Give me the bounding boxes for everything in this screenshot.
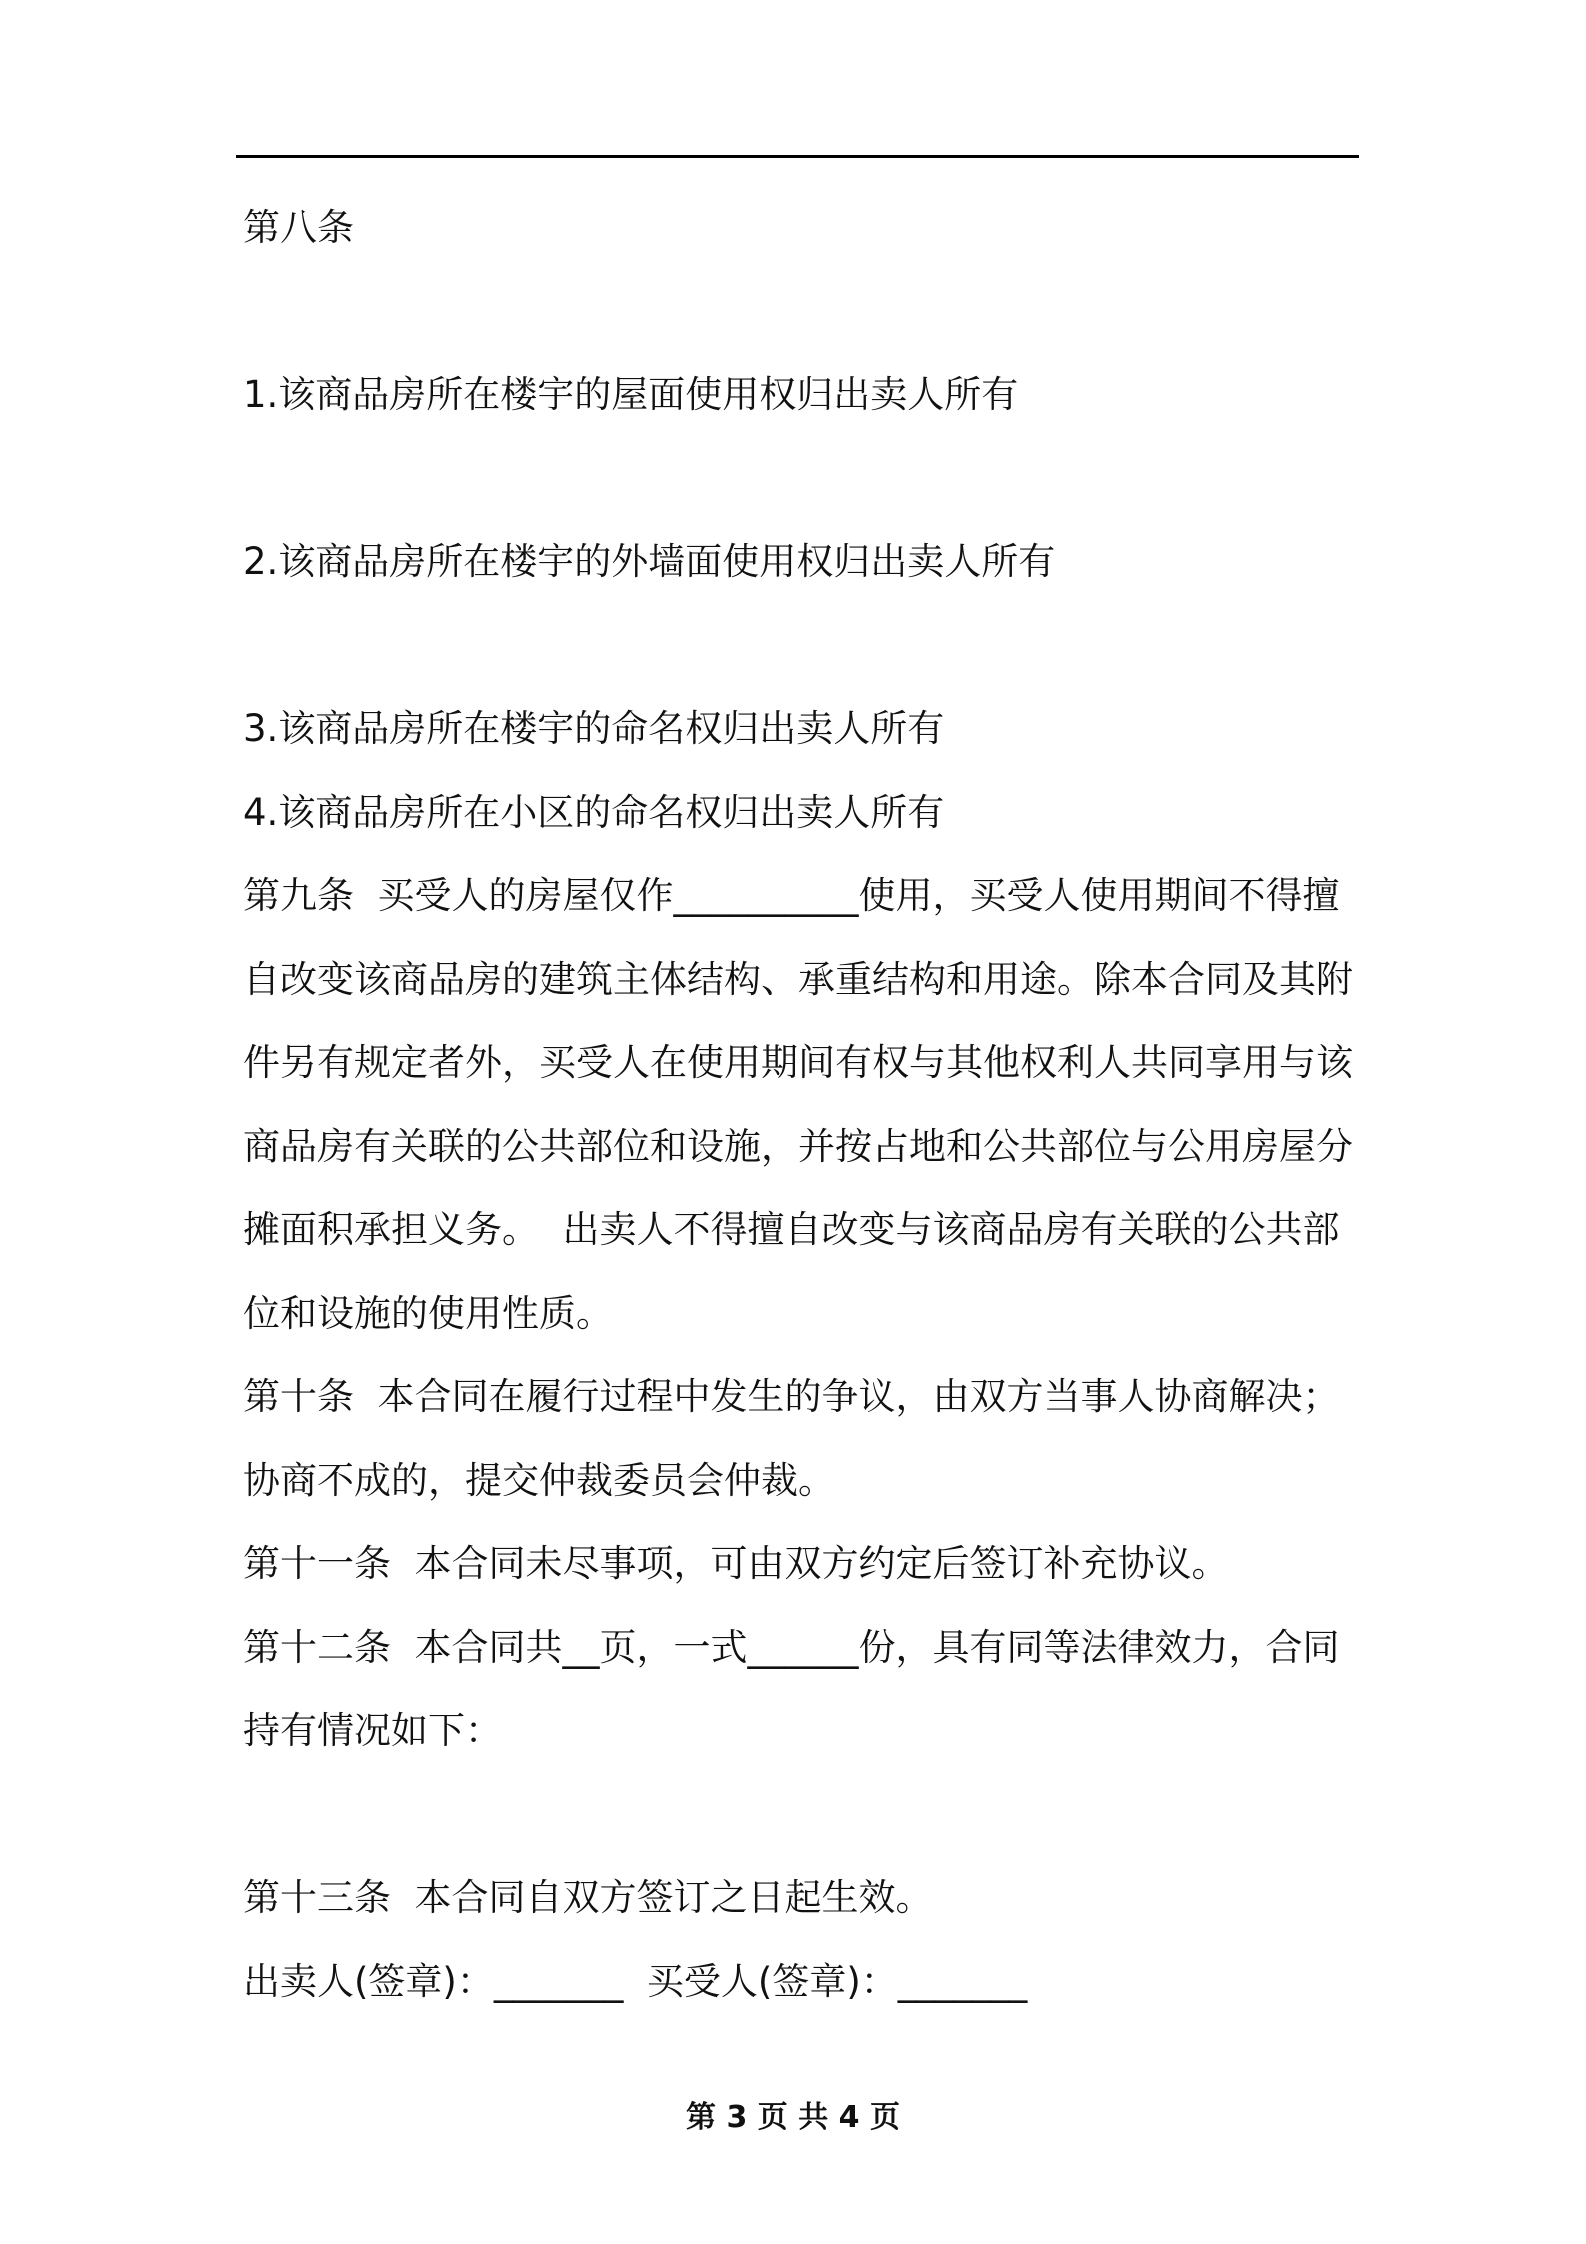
article12-line: 持有情况如下： — [243, 1709, 502, 1752]
article9-line: 商品房有关联的公共部位和设施，并按占地和公共部位与公用房屋分 — [243, 1125, 1353, 1168]
article8-item-1: 1.该商品房所在楼宇的屋面使用权归出卖人所有 — [243, 373, 1019, 416]
article8-item-3: 3.该商品房所在楼宇的命名权归出卖人所有 — [243, 707, 945, 750]
signature-line: 出卖人(签章)：_______ 买受人(签章)：_______ — [243, 1960, 1028, 2003]
article10-line: 协商不成的，提交仲裁委员会仲裁。 — [243, 1459, 835, 1502]
article9-line: 第九条 买受人的房屋仅作__________使用，买受人使用期间不得擅 — [243, 874, 1340, 917]
article12-line: 第十二条 本合同共__页，一式______份，具有同等法律效力，合同 — [243, 1626, 1340, 1669]
article8-item-4: 4.该商品房所在小区的命名权归出卖人所有 — [243, 791, 945, 834]
article9-line: 摊面积承担义务。 出卖人不得擅自改变与该商品房有关联的公共部 — [243, 1208, 1340, 1251]
article9-line: 自改变该商品房的建筑主体结构、承重结构和用途。除本合同及其附 — [243, 958, 1353, 1001]
article11-line: 第十一条 本合同未尽事项，可由双方约定后签订补充协议。 — [243, 1542, 1229, 1585]
page-number-footer: 第 3 页 共 4 页 — [686, 2100, 900, 2135]
article8-item-2: 2.该商品房所在楼宇的外墙面使用权归出卖人所有 — [243, 540, 1056, 583]
article8-heading: 第八条 — [243, 206, 354, 249]
article13-line: 第十三条 本合同自双方签订之日起生效。 — [243, 1876, 933, 1919]
header-rule — [236, 155, 1359, 158]
article9-line: 位和设施的使用性质。 — [243, 1292, 613, 1335]
article9-line: 件另有规定者外，买受人在使用期间有权与其他权利人共同享用与该 — [243, 1041, 1353, 1084]
article10-line: 第十条 本合同在履行过程中发生的争议，由双方当事人协商解决； — [243, 1375, 1340, 1418]
